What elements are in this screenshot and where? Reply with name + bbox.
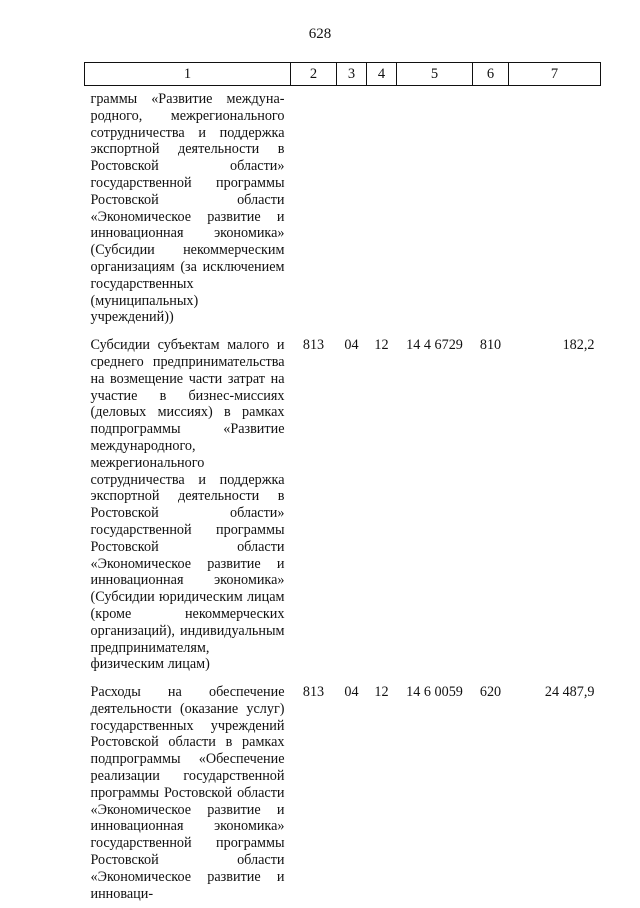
budget-table bbox=[84, 62, 601, 908]
row-expense-type bbox=[473, 86, 509, 333]
row-description: Расходы на обеспечение деятельности (оказание услуг) государственных учреждений Ростовской области в рамках подпрограммы «Обеспечение реализации государственной программы Ростовской области «Экономическое развитие и инновационная экономика» государственной программы Ростовской области «Экономическое развитие и инноваци- bbox=[90, 684, 285, 902]
column-header-1: 1 bbox=[85, 63, 291, 86]
row-subsection-code: 12 bbox=[374, 684, 389, 701]
column-header-5: 5 bbox=[397, 63, 473, 86]
row-amount: 182,2 bbox=[562, 337, 595, 354]
row-section-code: 04 bbox=[344, 337, 359, 354]
row-expense-type: 810 bbox=[479, 337, 502, 354]
column-header-2: 2 bbox=[291, 63, 337, 86]
column-header-7: 7 bbox=[509, 63, 601, 86]
table-row bbox=[85, 679, 601, 908]
row-subsection-code bbox=[367, 86, 397, 333]
table-row bbox=[85, 86, 601, 333]
header-row bbox=[85, 63, 601, 86]
row-target-article bbox=[397, 86, 473, 333]
row-subsection-code: 12 bbox=[374, 337, 389, 354]
row-section-code bbox=[337, 86, 367, 333]
row-ministry-code bbox=[291, 86, 337, 333]
column-header-3: 3 bbox=[337, 63, 367, 86]
row-section-code: 04 bbox=[344, 684, 359, 701]
row-ministry-code: 813 bbox=[302, 684, 325, 701]
row-description: Субсидии субъектам малого и среднего предпринимательства на возмещение части затрат на участие в бизнес-миссиях (деловых миссиях) в рамках подпрограммы «Развитие международного, межрегионального сотрудничества и поддержка экспортной деятельности в Ростовской области» государственной программы Ростовской области «Экономическое развитие и инновационная экономика» (Субсидии юридическим лицам (кроме некоммерческих организаций), индивидуальным предпринимателям, физическим лицам) bbox=[90, 337, 285, 673]
row-ministry-code: 813 bbox=[302, 337, 325, 354]
row-target-article: 14 6 0059 bbox=[406, 684, 463, 701]
row-target-article: 14 4 6729 bbox=[406, 337, 463, 354]
row-expense-type: 620 bbox=[479, 684, 502, 701]
row-description: граммы «Развитие междуна-родного, межрегионального сотрудничества и поддержка экспортной деятельности в Ростовской области» государственной программы Ростовской области «Экономическое развитие и инновационная экономика» (Субсидии некоммерческим организациям (за исключением государственных (муниципальных) учреждений)) bbox=[90, 91, 285, 326]
table-row bbox=[85, 332, 601, 679]
page-number: 628 bbox=[308, 26, 332, 42]
row-amount bbox=[509, 86, 601, 333]
row-amount: 24 487,9 bbox=[544, 684, 595, 701]
column-header-6: 6 bbox=[473, 63, 509, 86]
column-header-4: 4 bbox=[367, 63, 397, 86]
